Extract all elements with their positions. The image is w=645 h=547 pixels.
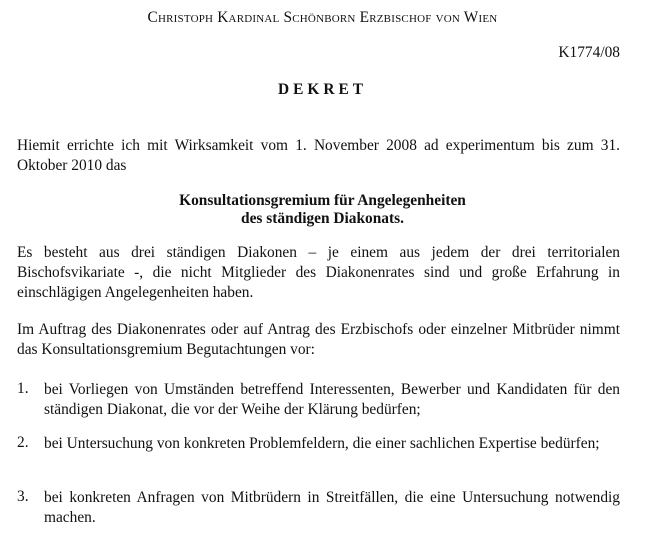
list-item-text: bei konkreten Anfragen von Mitbrüdern in Streitfällen, die eine Untersuchung notwendig machen. — [44, 489, 620, 526]
intro-paragraph: Hiemit errichte ich mit Wirksamkeit vom 1. November 2008 ad experimentum bis zum 31. Oktober 2010 das — [17, 137, 620, 174]
list-item-number: 3. — [17, 488, 29, 505]
list-item-text: bei Untersuchung von konkreten Problemfeldern, die einer sachlichen Expertise bedürfen; — [44, 435, 600, 452]
list-item-number: 2. — [17, 434, 29, 451]
issuer-header: Christoph Kardinal Schönborn Erzbischof von Wien — [147, 9, 498, 26]
heading-line-1: Konsultationsgremium für Angelegenheiten — [179, 192, 466, 209]
mandate-paragraph: Im Auftrag des Diakonenrates oder auf Antrag des Erzbischofs oder einzelner Mitbrüder nimmt das Konsultationsgremium Begutachtungen vor: — [17, 321, 620, 358]
list-item — [17, 380, 620, 420]
document-title: DEKRET — [278, 81, 367, 98]
list-item — [17, 434, 620, 454]
body-heading — [0, 192, 645, 228]
list-item-text: bei Vorliegen von Umständen betreffend Interessenten, Bewerber und Kandidaten für den ständigen Diakonat, die vor der Weihe der Klärung bedürfen; — [44, 381, 620, 418]
members-paragraph: Es besteht aus drei ständigen Diakonen – je einem aus jedem der drei territorialen Bischofsvikariate -, die nicht Mitglieder des Diakonenrates sind und große Erfahrung in einschlägigen Angelegenheiten haben. — [17, 244, 620, 301]
heading-line-2: des ständigen Diakonats. — [241, 210, 404, 227]
list-item — [17, 488, 620, 528]
reference-number: K1774/08 — [558, 44, 620, 61]
list-item-number: 1. — [17, 380, 29, 397]
